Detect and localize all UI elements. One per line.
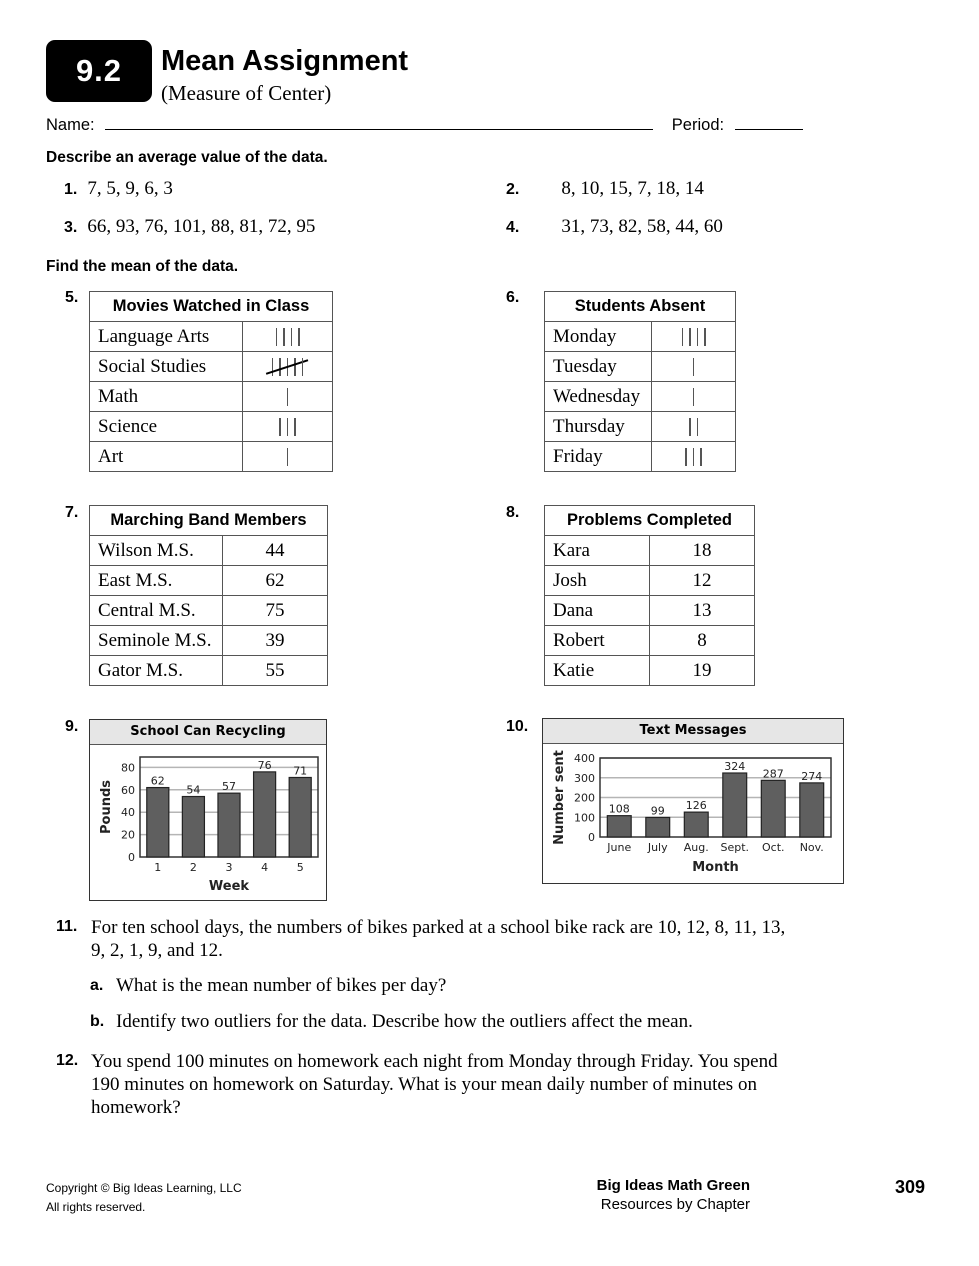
row-label: Robert bbox=[545, 626, 650, 656]
row-label: Language Arts bbox=[90, 322, 243, 352]
row-value: 62 bbox=[223, 566, 328, 596]
tally-cell bbox=[243, 352, 333, 382]
problem-number: 8. bbox=[506, 504, 520, 521]
svg-text:Oct.: Oct. bbox=[761, 841, 785, 854]
chart-text-messages bbox=[542, 718, 844, 884]
book-title: Big Ideas Math Green bbox=[596, 1177, 750, 1194]
tally-cell bbox=[243, 412, 333, 442]
svg-text:Month: Month bbox=[692, 860, 739, 875]
svg-text:Pounds: Pounds bbox=[99, 779, 114, 835]
row-label: Katie bbox=[545, 656, 650, 686]
table-row bbox=[545, 656, 755, 686]
svg-text:Week: Week bbox=[208, 879, 250, 894]
svg-text:60: 60 bbox=[121, 783, 135, 797]
page-number: 309 bbox=[895, 1177, 926, 1197]
row-label: Tuesday bbox=[545, 352, 652, 382]
table-title: Marching Band Members bbox=[90, 506, 328, 536]
rights-line: All rights reserved. bbox=[46, 1200, 146, 1214]
row-label: Wilson M.S. bbox=[90, 536, 223, 566]
tally-cell bbox=[652, 412, 736, 442]
problem-number: 10. bbox=[506, 718, 529, 735]
svg-text:4: 4 bbox=[261, 861, 269, 874]
part-letter: a. bbox=[90, 977, 104, 994]
svg-text:400: 400 bbox=[574, 752, 595, 765]
svg-text:274: 274 bbox=[801, 769, 823, 783]
svg-text:5: 5 bbox=[296, 861, 304, 874]
part-text: Identify two outliers for the data. Describe how the outliers affect the mean. bbox=[116, 1011, 693, 1032]
row-label: Science bbox=[90, 412, 243, 442]
svg-text:200: 200 bbox=[574, 791, 595, 805]
problem-number: 11. bbox=[56, 918, 78, 935]
problem-number: 3. bbox=[64, 219, 78, 236]
problem-number: 5. bbox=[65, 289, 79, 306]
row-value: 55 bbox=[223, 656, 328, 686]
table-marching-band bbox=[89, 505, 328, 686]
problem-number: 4. bbox=[506, 219, 520, 236]
tally-marks-icon bbox=[284, 388, 292, 406]
table-row bbox=[90, 656, 328, 686]
svg-text:99: 99 bbox=[650, 804, 665, 818]
tally-marks-icon bbox=[686, 418, 701, 436]
table-row bbox=[90, 352, 333, 382]
table-row bbox=[545, 566, 755, 596]
svg-text:80: 80 bbox=[121, 761, 135, 775]
svg-text:324: 324 bbox=[724, 760, 746, 774]
name-period-row bbox=[46, 115, 803, 135]
table-row bbox=[545, 352, 736, 382]
table-movies-watched bbox=[89, 291, 333, 472]
svg-text:71: 71 bbox=[293, 764, 308, 778]
table-title: Problems Completed bbox=[545, 506, 755, 536]
name-label: Name: bbox=[46, 116, 95, 134]
lesson-badge: 9.2 bbox=[46, 40, 152, 102]
page-title: Mean Assignment bbox=[161, 45, 409, 77]
tally-marks-icon bbox=[690, 358, 698, 376]
table-title: Students Absent bbox=[545, 292, 736, 322]
svg-text:62: 62 bbox=[150, 774, 165, 788]
svg-text:1: 1 bbox=[154, 861, 162, 874]
table-row bbox=[90, 536, 328, 566]
problem-number: 7. bbox=[65, 504, 79, 521]
problem-1 bbox=[64, 178, 173, 200]
problem-number: 6. bbox=[506, 289, 520, 306]
tally-cell bbox=[243, 382, 333, 412]
tally-cell bbox=[243, 322, 333, 352]
problem-text: 7, 5, 9, 6, 3 bbox=[87, 178, 173, 199]
svg-text:0: 0 bbox=[128, 851, 135, 864]
row-label: Kara bbox=[545, 536, 650, 566]
table-problems-completed bbox=[544, 505, 755, 686]
row-label: Friday bbox=[545, 442, 652, 472]
problem-4 bbox=[506, 216, 723, 238]
problem-11 bbox=[56, 916, 816, 1033]
row-value: 12 bbox=[650, 566, 755, 596]
copyright-line: Copyright © Big Ideas Learning, LLC bbox=[46, 1181, 242, 1195]
row-label: Gator M.S. bbox=[90, 656, 223, 686]
row-value: 13 bbox=[650, 596, 755, 626]
book-subtitle: Resources by Chapter bbox=[600, 1196, 750, 1213]
svg-text:2: 2 bbox=[189, 861, 197, 874]
svg-text:76: 76 bbox=[257, 758, 272, 772]
row-label: Josh bbox=[545, 566, 650, 596]
bar-chart-plot bbox=[543, 744, 843, 884]
svg-text:3: 3 bbox=[225, 861, 233, 874]
table-row bbox=[545, 412, 736, 442]
svg-text:Aug.: Aug. bbox=[683, 841, 709, 854]
problem-text: 66, 93, 76, 101, 88, 81, 72, 95 bbox=[87, 216, 316, 237]
row-label: Art bbox=[90, 442, 243, 472]
table-row bbox=[545, 536, 755, 566]
row-value: 39 bbox=[223, 626, 328, 656]
table-row bbox=[90, 412, 333, 442]
table-title: Movies Watched in Class bbox=[90, 292, 333, 322]
table-students-absent bbox=[544, 291, 736, 472]
svg-text:July: July bbox=[647, 841, 668, 854]
row-label: Math bbox=[90, 382, 243, 412]
row-value: 8 bbox=[650, 626, 755, 656]
period-field[interactable] bbox=[735, 115, 803, 130]
tally-marks-icon bbox=[273, 328, 303, 346]
tally-five-bundle-icon bbox=[269, 358, 299, 376]
problem-2 bbox=[506, 178, 704, 200]
row-value: 19 bbox=[650, 656, 755, 686]
table-row bbox=[545, 382, 736, 412]
svg-text:57: 57 bbox=[222, 780, 236, 794]
svg-text:June: June bbox=[607, 841, 632, 854]
problem-3 bbox=[64, 216, 315, 238]
problem-number: 12. bbox=[56, 1052, 79, 1069]
part-text: What is the mean number of bikes per day? bbox=[116, 975, 447, 996]
tally-marks-icon bbox=[690, 388, 698, 406]
row-label: Seminole M.S. bbox=[90, 626, 223, 656]
bar-chart-plot bbox=[90, 745, 326, 901]
row-label: Dana bbox=[545, 596, 650, 626]
part-letter: b. bbox=[90, 1013, 105, 1030]
svg-text:126: 126 bbox=[685, 799, 707, 813]
chart-title: School Can Recycling bbox=[90, 720, 326, 745]
problem-text: For ten school days, the numbers of bikes parked at a school bike rack are 10, 12, 8, 11, 13, 9, 2, 1, 9, and 12. bbox=[91, 917, 786, 961]
tally-cell bbox=[652, 352, 736, 382]
tally-cell bbox=[652, 382, 736, 412]
row-label: East M.S. bbox=[90, 566, 223, 596]
period-label: Period: bbox=[671, 116, 725, 134]
table-row bbox=[90, 626, 328, 656]
svg-text:40: 40 bbox=[121, 806, 135, 820]
row-value: 75 bbox=[223, 596, 328, 626]
svg-text:Sept.: Sept. bbox=[720, 841, 750, 854]
problem-number: 1. bbox=[64, 181, 78, 198]
table-row bbox=[545, 596, 755, 626]
row-label: Central M.S. bbox=[90, 596, 223, 626]
svg-text:54: 54 bbox=[186, 783, 201, 797]
problem-number: 2. bbox=[506, 181, 520, 198]
svg-text:100: 100 bbox=[574, 811, 595, 825]
row-label: Thursday bbox=[545, 412, 652, 442]
problem-text: 31, 73, 82, 58, 44, 60 bbox=[561, 216, 723, 237]
chart-title: Text Messages bbox=[543, 719, 843, 744]
problem-12 bbox=[56, 1050, 816, 1119]
chart-school-can-recycling bbox=[89, 719, 327, 901]
table-row bbox=[90, 382, 333, 412]
section1-instruction: Describe an average value of the data. bbox=[46, 149, 328, 166]
row-label: Monday bbox=[545, 322, 652, 352]
table-row bbox=[545, 322, 736, 352]
tally-marks-icon bbox=[679, 328, 709, 346]
svg-text:300: 300 bbox=[574, 771, 595, 785]
footer-copyright bbox=[46, 1179, 242, 1217]
svg-text:Number sent: Number sent bbox=[552, 750, 567, 845]
svg-text:20: 20 bbox=[121, 828, 135, 842]
page-subtitle: (Measure of Center) bbox=[161, 81, 332, 105]
tally-marks-icon bbox=[276, 418, 299, 436]
tally-cell bbox=[652, 442, 736, 472]
svg-text:287: 287 bbox=[762, 767, 784, 781]
name-field[interactable] bbox=[105, 115, 653, 130]
tally-cell bbox=[243, 442, 333, 472]
tally-marks-icon bbox=[682, 448, 705, 466]
row-value: 18 bbox=[650, 536, 755, 566]
table-row bbox=[90, 442, 333, 472]
problem-number: 9. bbox=[65, 718, 79, 735]
row-label: Social Studies bbox=[90, 352, 243, 382]
problem-text: You spend 100 minutes on homework each night from Monday through Friday. You spend 190 minutes on homework on Saturday. What is your mean daily number of minutes on homework? bbox=[91, 1051, 778, 1118]
svg-text:0: 0 bbox=[588, 831, 595, 844]
svg-text:108: 108 bbox=[608, 802, 630, 816]
table-row bbox=[90, 596, 328, 626]
row-value: 44 bbox=[223, 536, 328, 566]
table-row bbox=[545, 442, 736, 472]
row-label: Wednesday bbox=[545, 382, 652, 412]
footer-book bbox=[560, 1176, 750, 1214]
tally-cell bbox=[652, 322, 736, 352]
table-row bbox=[90, 566, 328, 596]
svg-text:Nov.: Nov. bbox=[799, 841, 824, 854]
section2-instruction: Find the mean of the data. bbox=[46, 258, 239, 275]
table-row bbox=[545, 626, 755, 656]
tally-marks-icon bbox=[299, 358, 307, 376]
tally-marks-icon bbox=[284, 448, 292, 466]
table-row bbox=[90, 322, 333, 352]
problem-text: 8, 10, 15, 7, 18, 14 bbox=[561, 178, 704, 199]
